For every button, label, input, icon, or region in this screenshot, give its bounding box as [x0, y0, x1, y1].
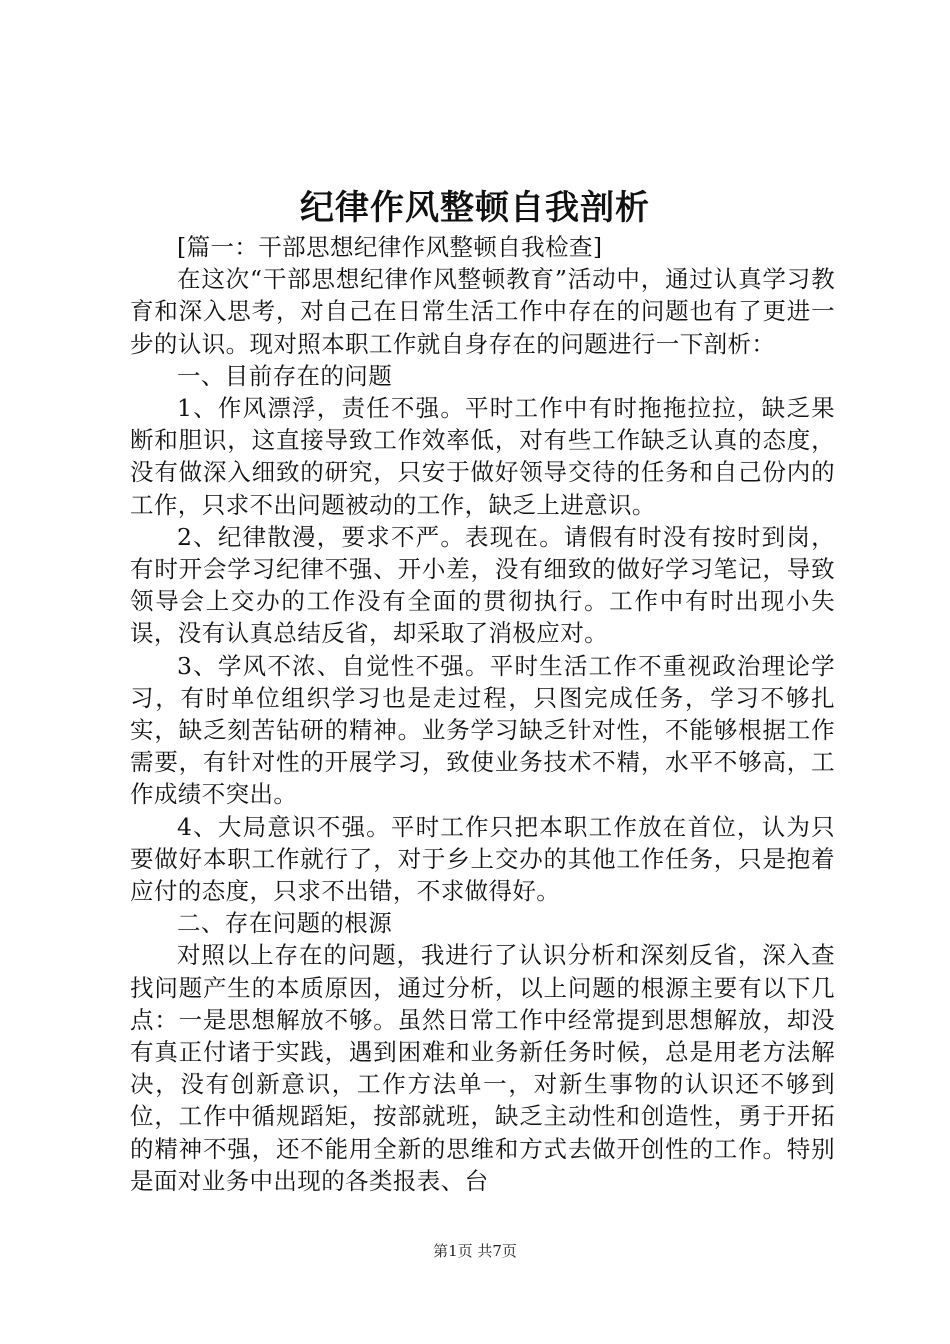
heading-current-problems: 一、目前存在的问题	[177, 361, 393, 390]
page-number-footer: 第1页 共7页	[433, 1242, 517, 1260]
paragraph-problem-2: 2、纪律散漫，要求不严。表现在。请假有时没有按时到岗，有时开会学习纪律不强、开小差，没有细致的做好学习笔记，导致领导会上交办的工作没有全面的贯彻执行。工作中有时出现小失误，没有认真总结反省，却采取了消极应对。	[130, 522, 835, 648]
heading-root-causes: 二、存在问题的根源	[177, 909, 393, 938]
section-heading-part-one: [篇一：干部思想纪律作风整顿自我检查]	[177, 233, 603, 261]
document-body	[130, 231, 835, 1197]
paragraph-root-causes: 对照以上存在的问题，我进行了认识分析和深刻反省，深入查找问题产生的本质原因，通过分析，以上问题的根源主要有以下几点：一是思想解放不够。虽然日常工作中经常提到思想解放，却没有真正付诸于实践，遇到困难和业务新任务时候，总是用老方法解决，没有创新意识，工作方法单一，对新生事物的认识还不够到位，工作中循规蹈矩，按部就班，缺乏主动性和创造性，勇于开拓的精神不强，还不能用全新的思维和方式去做开创性的工作。特别是面对业务中出现的各类报表、台	[130, 941, 835, 1195]
paragraph-intro: 在这次“干部思想纪律作风整顿教育”活动中，通过认真学习教育和深入思考，对自己在日常生活工作中存在的问题也有了更进一步的认识。现对照本职工作就自身存在的问题进行一下剖析：	[130, 265, 835, 358]
paragraph-problem-4: 4、大局意识不强。平时工作只把本职工作放在首位，认为只要做好本职工作就行了，对于乡上交办的其他工作任务，只是抱着应付的态度，只求不出错，不求做得好。	[130, 812, 835, 906]
paragraph-problem-1: 1、作风漂浮，责任不强。平时工作中有时拖拖拉拉，缺乏果断和胆识，这直接导致工作效率低，对有些工作缺乏认真的态度，没有做深入细致的研究，只安于做好领导交待的任务和自己份内的工作，只求不出问题被动的工作，缺乏上进意识。	[130, 394, 835, 519]
paragraph-problem-3: 3、学风不浓、自觉性不强。平时生活工作不重视政治理论学习，有时单位组织学习也是走过程，只图完成任务，学习不够扎实，缺乏刻苦钻研的精神。业务学习缺乏针对性，不能够根据工作需要，有针对性的开展学习，致使业务技术不精，水平不够高，工作成绩不突出。	[130, 651, 835, 809]
document-title: 纪律作风整顿自我剖析	[300, 188, 650, 228]
